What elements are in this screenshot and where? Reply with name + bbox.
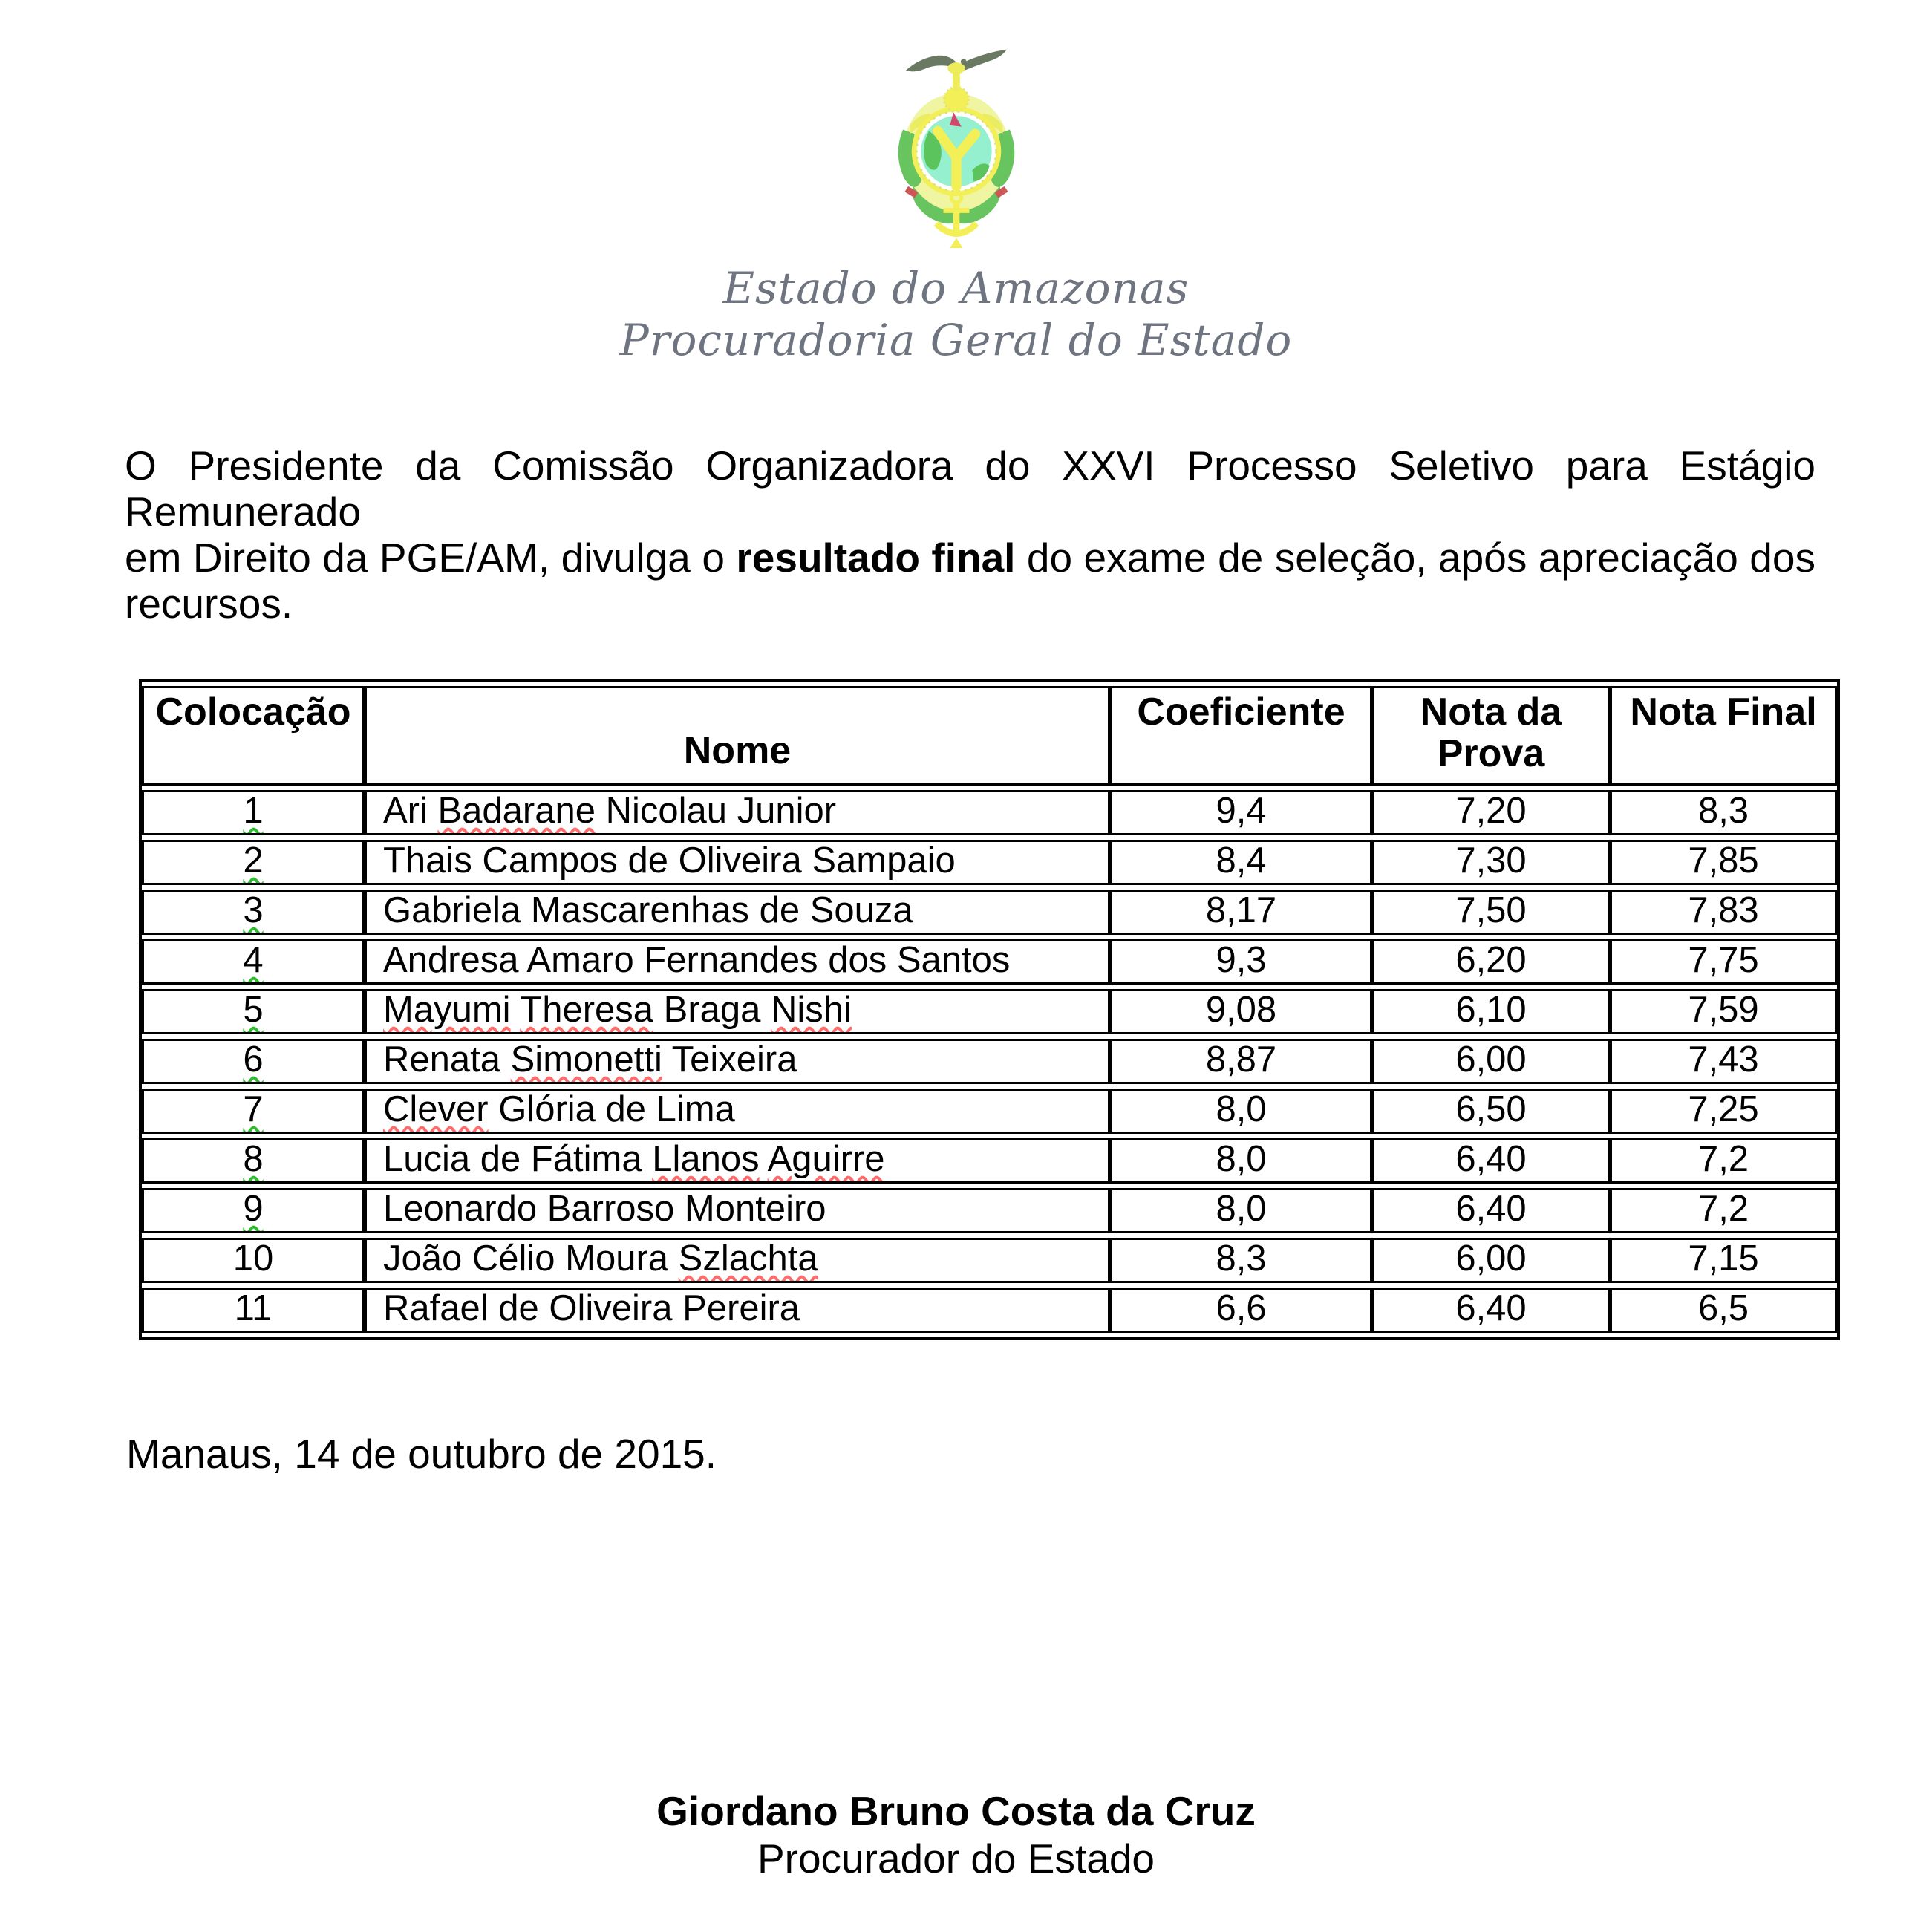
misspelled-word: Simonetti: [510, 1040, 662, 1080]
coeficiente-value: 6,6: [1110, 1288, 1372, 1333]
col-header-colocacao: Colocação: [142, 686, 365, 786]
nota-final-value: 7,2: [1610, 1188, 1837, 1233]
candidate-name: Gabriela Mascarenhas de Souza: [365, 890, 1110, 935]
table-row: [142, 890, 1837, 935]
rank-value: 1: [243, 791, 264, 831]
nota-final-value: 7,83: [1610, 890, 1837, 935]
table-row: [142, 989, 1837, 1034]
misspelled-word: Badarane: [437, 791, 596, 831]
rank-cell: [142, 1288, 365, 1333]
intro-line-1: O Presidente da Comissão Organizadora do XXVI Processo Seletivo para Estágio Remunerado: [125, 443, 1815, 535]
rank-cell: [142, 989, 365, 1034]
col-header-nota-final: Nota Final: [1610, 686, 1837, 786]
rank-cell: [142, 1089, 365, 1134]
nota-final-value: 7,59: [1610, 989, 1837, 1034]
misspelled-word: Theresa: [520, 990, 654, 1030]
rank-value: 3: [243, 890, 264, 930]
misspelled-word: Llanos: [652, 1139, 760, 1179]
nota-prova-value: 7,50: [1372, 890, 1610, 935]
nota-final-value: 7,25: [1610, 1089, 1837, 1134]
rank-value: 11: [234, 1288, 273, 1328]
nota-prova-value: 6,00: [1372, 1039, 1610, 1084]
candidate-name: Clever Glória de Lima: [365, 1089, 1110, 1134]
rank-value: 10: [232, 1238, 274, 1279]
nota-prova-value: 6,00: [1372, 1238, 1610, 1283]
rank-cell: [142, 840, 365, 885]
table-row: [142, 1039, 1837, 1084]
rank-value: 8: [243, 1139, 264, 1179]
rank-value: 4: [243, 940, 264, 980]
table-row: [142, 790, 1837, 835]
table-header-row: [142, 686, 1837, 786]
letterhead: [0, 0, 1912, 366]
col-header-nota-prova: Nota da Prova: [1372, 686, 1610, 786]
bird-icon: [905, 50, 1006, 74]
coeficiente-value: 8,4: [1110, 840, 1372, 885]
nota-final-value: 7,75: [1610, 939, 1837, 985]
col-header-coeficiente: Coeficiente: [1110, 686, 1372, 786]
candidate-name: Lucia de Fátima Llanos Aguirre: [365, 1138, 1110, 1184]
signer-name: Giordano Bruno Costa da Cruz: [656, 1788, 1256, 1834]
nota-prova-value: 6,40: [1372, 1188, 1610, 1233]
nota-prova-value: 6,40: [1372, 1288, 1610, 1333]
signature-block: [0, 1787, 1912, 1882]
coeficiente-value: 8,3: [1110, 1238, 1372, 1283]
rank-value: 7: [243, 1089, 264, 1129]
candidate-name: Renata Simonetti Teixeira: [365, 1039, 1110, 1084]
table-row: [142, 840, 1837, 885]
nota-final-value: 7,43: [1610, 1039, 1837, 1084]
coeficiente-value: 8,0: [1110, 1089, 1372, 1134]
intro-line-3: recursos.: [125, 581, 293, 627]
misspelled-word: Aguirre: [767, 1139, 885, 1179]
date-line: Manaus, 14 de outubro de 2015.: [126, 1431, 717, 1477]
nota-final-value: 6,5: [1610, 1288, 1837, 1333]
signer-title: Procurador do Estado: [757, 1835, 1155, 1882]
rank-cell: [142, 1238, 365, 1283]
coeficiente-value: 9,4: [1110, 790, 1372, 835]
table-row: [142, 1288, 1837, 1333]
rank-value: 5: [243, 990, 264, 1030]
misspelled-word: Mayumi: [383, 990, 511, 1030]
rank-cell: [142, 1138, 365, 1184]
coeficiente-value: 8,0: [1110, 1138, 1372, 1184]
nota-final-value: 7,15: [1610, 1238, 1837, 1283]
coeficiente-value: 8,17: [1110, 890, 1372, 935]
coeficiente-value: 9,3: [1110, 939, 1372, 985]
intro-paragraph: [125, 443, 1815, 627]
coeficiente-value: 9,08: [1110, 989, 1372, 1034]
coeficiente-value: 8,0: [1110, 1188, 1372, 1233]
rank-cell: [142, 1039, 365, 1084]
candidate-name: Ari Badarane Nicolau Junior: [365, 790, 1110, 835]
table-row: [142, 1188, 1837, 1233]
nota-final-value: 8,3: [1610, 790, 1837, 835]
nota-prova-value: 7,30: [1372, 840, 1610, 885]
rank-cell: [142, 1188, 365, 1233]
candidate-name: Rafael de Oliveira Pereira: [365, 1288, 1110, 1333]
nota-prova-value: 6,20: [1372, 939, 1610, 985]
col-header-nome: Nome: [365, 686, 1110, 786]
amazonas-coat-of-arms-icon: [893, 39, 1020, 249]
nota-final-value: 7,2: [1610, 1138, 1837, 1184]
rank-value: 6: [243, 1040, 264, 1080]
nota-prova-value: 7,20: [1372, 790, 1610, 835]
candidate-name: Andresa Amaro Fernandes dos Santos: [365, 939, 1110, 985]
org-name-line2: Procuradoria Geral do Estado: [619, 315, 1293, 365]
rank-cell: [142, 939, 365, 985]
candidate-name: Mayumi Theresa Braga Nishi: [365, 989, 1110, 1034]
table-row: [142, 939, 1837, 985]
misspelled-word: Nishi: [771, 990, 852, 1030]
org-name-line1: Estado do Amazonas: [722, 263, 1190, 313]
nota-prova-value: 6,10: [1372, 989, 1610, 1034]
rank-cell: [142, 890, 365, 935]
candidate-name: Thais Campos de Oliveira Sampaio: [365, 840, 1110, 885]
rank-cell: [142, 790, 365, 835]
rank-value: 2: [243, 841, 264, 881]
coeficiente-value: 8,87: [1110, 1039, 1372, 1084]
misspelled-word: Clever: [383, 1089, 489, 1129]
nota-final-value: 7,85: [1610, 840, 1837, 885]
table-row: [142, 1089, 1837, 1134]
misspelled-word: Szlachta: [678, 1238, 818, 1279]
rank-value: 9: [243, 1189, 264, 1229]
nota-prova-value: 6,50: [1372, 1089, 1610, 1134]
intro-line-2: em Direito da PGE/AM, divulga o resultado final do exame de seleção, após apreciação dos: [125, 535, 1815, 581]
candidate-name: Leonardo Barroso Monteiro: [365, 1188, 1110, 1233]
table-row: [142, 1238, 1837, 1283]
candidate-name: João Célio Moura Szlachta: [365, 1238, 1110, 1283]
results-table: [139, 679, 1840, 1340]
table-row: [142, 1138, 1837, 1184]
nota-prova-value: 6,40: [1372, 1138, 1610, 1184]
